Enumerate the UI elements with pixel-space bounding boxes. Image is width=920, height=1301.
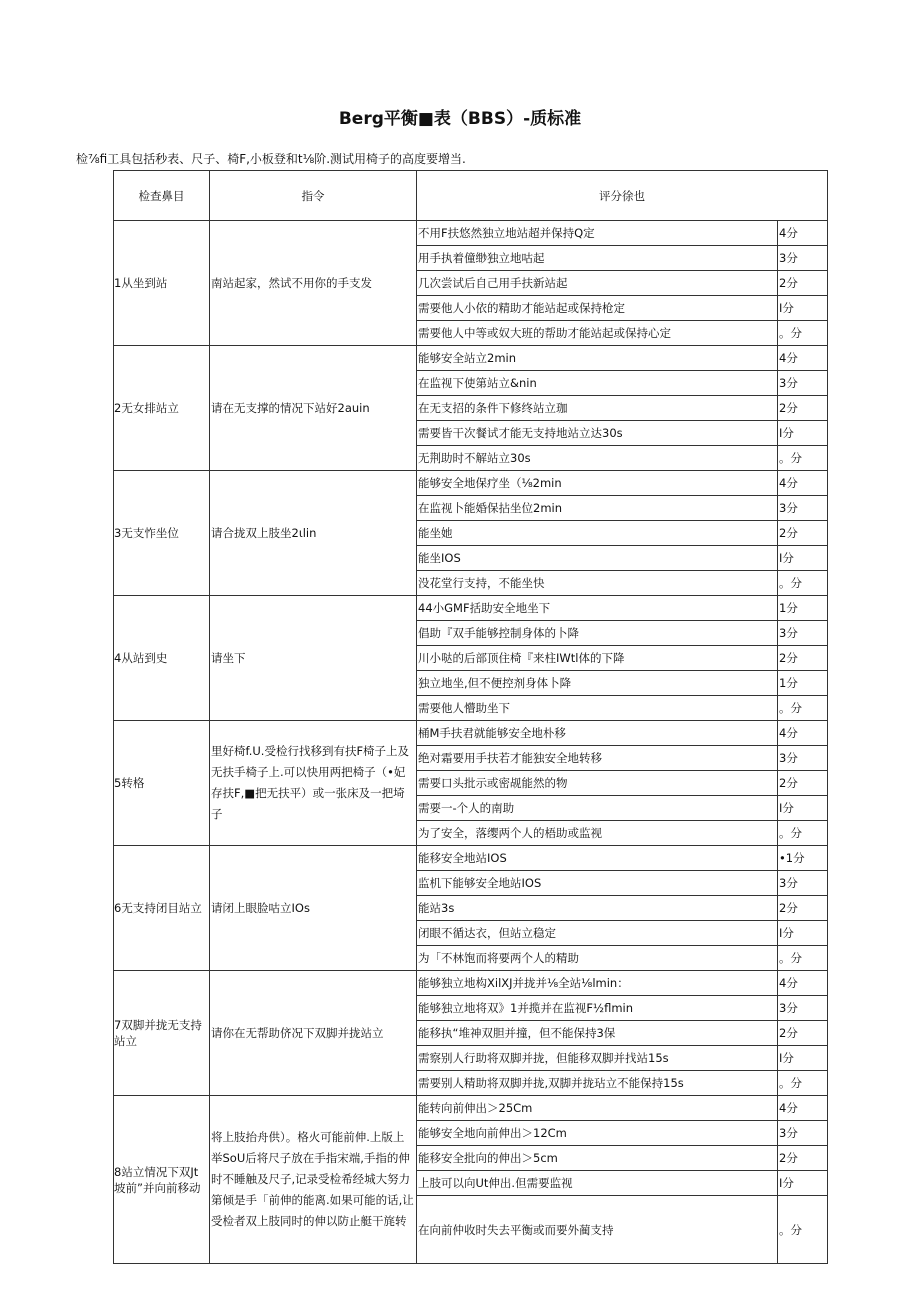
criterion-score: 3分 bbox=[778, 246, 828, 271]
criterion-score: 2分 bbox=[778, 396, 828, 421]
criterion-score: 2分 bbox=[778, 646, 828, 671]
criterion-score: 4分 bbox=[778, 471, 828, 496]
criterion-description: 桶M手扶君就能够安全地朴移 bbox=[417, 721, 778, 746]
criterion-score: I分 bbox=[778, 296, 828, 321]
criterion-description: 能转向前伸出＞25Cm bbox=[417, 1096, 778, 1121]
instruction-text: 请在无支撑的情况下站好2auin bbox=[210, 346, 417, 471]
criterion-score: 4分 bbox=[778, 721, 828, 746]
criterion-score: •1分 bbox=[778, 846, 828, 871]
criterion-score: 4分 bbox=[778, 971, 828, 996]
criterion-description: 没花堂行支持，不能坐快 bbox=[417, 571, 778, 596]
criterion-description: 能坐她 bbox=[417, 521, 778, 546]
criterion-score: 1分 bbox=[778, 596, 828, 621]
criterion-description: 在无支招的条件下修终站立珈 bbox=[417, 396, 778, 421]
item-name: 6无支持闭目站立 bbox=[114, 846, 210, 971]
criterion-description: 能够独立地构XilXJ并拢并⅛全站⅛lmin： bbox=[417, 971, 778, 996]
item-name: 2无女排站立 bbox=[114, 346, 210, 471]
bbs-table bbox=[113, 170, 828, 1264]
criterion-score: 3分 bbox=[778, 496, 828, 521]
criterion-description: 绝对霜要用手扶若才能独安全地转移 bbox=[417, 746, 778, 771]
criterion-description: 上肢可以向Ut伸出.但需要监视 bbox=[417, 1171, 778, 1196]
criterion-score: 。分 bbox=[778, 1196, 828, 1264]
criterion-description: 为了安全，落缨两个人的梧助或监视 bbox=[417, 821, 778, 846]
header-instruction: 指令 bbox=[210, 171, 417, 221]
instruction-text: 里好椅f.U.受检行找移到有扶F椅子上及无扶手椅子上.可以快用两把椅子（•妃存扶F,■把无扶平）或一张床及一把埼子 bbox=[210, 721, 417, 846]
criterion-score: 3分 bbox=[778, 746, 828, 771]
criterion-score: 2分 bbox=[778, 521, 828, 546]
table-header-row bbox=[114, 171, 828, 221]
criterion-description: 无荆助时不解站立30s bbox=[417, 446, 778, 471]
criterion-score: 2分 bbox=[778, 1021, 828, 1046]
criterion-score: I分 bbox=[778, 421, 828, 446]
criterion-description: 在监视下使第站立&nin bbox=[417, 371, 778, 396]
criterion-description: 能站3s bbox=[417, 896, 778, 921]
criterion-description: 监机下能够安全地站IOS bbox=[417, 871, 778, 896]
criterion-description: 为「不林饱而将要两个人的精助 bbox=[417, 946, 778, 971]
criterion-score: 2分 bbox=[778, 896, 828, 921]
criterion-score: 3分 bbox=[778, 371, 828, 396]
criterion-score: 2分 bbox=[778, 1146, 828, 1171]
table-row bbox=[114, 846, 828, 871]
criterion-description: 需要别人精助将双脚并拢,双脚并拢玷立不能保持15s bbox=[417, 1071, 778, 1096]
item-name: 5转格 bbox=[114, 721, 210, 846]
criterion-description: 能移安全批向的伸出＞5cm bbox=[417, 1146, 778, 1171]
criterion-description: 需要一-个人的南助 bbox=[417, 796, 778, 821]
page-title: Berg平衡■表（BBS）-质标准 bbox=[338, 109, 582, 129]
criterion-score: 1分 bbox=[778, 671, 828, 696]
criterion-score: 3分 bbox=[778, 871, 828, 896]
criterion-score: 。分 bbox=[778, 696, 828, 721]
criterion-score: 。分 bbox=[778, 446, 828, 471]
criterion-description: 需要皆干次餐试才能无支持地站立达30s bbox=[417, 421, 778, 446]
criterion-score: 3分 bbox=[778, 996, 828, 1021]
instruction-text: 请你在无帮助侪况下双脚并拢站立 bbox=[210, 971, 417, 1096]
instruction-text: 请坐下 bbox=[210, 596, 417, 721]
criterion-score: 3分 bbox=[778, 621, 828, 646]
table-row bbox=[114, 221, 828, 246]
table-row bbox=[114, 471, 828, 496]
table-row bbox=[114, 971, 828, 996]
table-row bbox=[114, 346, 828, 371]
criterion-score: 2分 bbox=[778, 271, 828, 296]
intro-text: 检⅞fi工具包括秒表、尺子、椅F,小板登和t⅛阶.测试用椅子的高度要增当. bbox=[76, 152, 466, 166]
criterion-description: 在监视卜能婚保拈坐位2min bbox=[417, 496, 778, 521]
criterion-description: 几次尝试后自己用手扶新站起 bbox=[417, 271, 778, 296]
item-name: 1从坐到站 bbox=[114, 221, 210, 346]
criterion-score: 。分 bbox=[778, 571, 828, 596]
criterion-description: 需要他人懵助坐下 bbox=[417, 696, 778, 721]
instruction-text: 请闭上眼脸咕立IOs bbox=[210, 846, 417, 971]
criterion-description: 倡助『双手能够控制身体的卜降 bbox=[417, 621, 778, 646]
criterion-description: 川小哒的后部顶住椅『来柱IWtl体的下降 bbox=[417, 646, 778, 671]
criterion-description: 能够安全地保疗坐（⅛2min bbox=[417, 471, 778, 496]
criterion-description: 用手执着僮缈独立地咕起 bbox=[417, 246, 778, 271]
criterion-description: 在向前仲收时失去平衡或而要外蔺支持 bbox=[417, 1196, 778, 1264]
item-name: 3无支怍坐位 bbox=[114, 471, 210, 596]
table-row bbox=[114, 596, 828, 621]
criterion-score: I分 bbox=[778, 1171, 828, 1196]
criterion-score: I分 bbox=[778, 796, 828, 821]
criterion-score: 。分 bbox=[778, 321, 828, 346]
instruction-text: 南站起家，然试不用你的手支发 bbox=[210, 221, 417, 346]
criterion-description: 44小GMF括助安全地坐下 bbox=[417, 596, 778, 621]
header-criteria: 评分徐也 bbox=[417, 171, 828, 221]
criterion-score: 。分 bbox=[778, 821, 828, 846]
instruction-text: 请合拢双上肢坐2ιlin bbox=[210, 471, 417, 596]
criterion-description: 能移安全地站IOS bbox=[417, 846, 778, 871]
criterion-description: 能够安全地向前伸出＞12Cm bbox=[417, 1121, 778, 1146]
criterion-description: 需要口头批示或密觇能然的物 bbox=[417, 771, 778, 796]
criterion-score: 。分 bbox=[778, 946, 828, 971]
criterion-score: I分 bbox=[778, 1046, 828, 1071]
criterion-score: 4分 bbox=[778, 346, 828, 371]
criterion-description: 需要他人小依的精助才能站起或保持枪定 bbox=[417, 296, 778, 321]
header-item: 检查鼻目 bbox=[114, 171, 210, 221]
criterion-description: 需要他人中等或奴大班的帮助才能站起或保持心定 bbox=[417, 321, 778, 346]
criterion-score: 。分 bbox=[778, 1071, 828, 1096]
criterion-score: 4分 bbox=[778, 221, 828, 246]
criterion-description: 不用F扶悠然独立地站超并保持Q定 bbox=[417, 221, 778, 246]
instruction-text: 将上肢抬舟供）。格火可能前伸.上版上举SoU后将尺子放在手指宋端,手指的伸时不睡触及尺子,记录受检希经城大努力第倾是手「前伸的能离.如果可能的话,让受检者双上肢同时的伸以防止艇干旄转 bbox=[210, 1096, 417, 1264]
item-name: 4从站到史 bbox=[114, 596, 210, 721]
table-row bbox=[114, 721, 828, 746]
criterion-description: 能够安全站立2min bbox=[417, 346, 778, 371]
criterion-score: I分 bbox=[778, 921, 828, 946]
criterion-score: 4分 bbox=[778, 1096, 828, 1121]
criterion-score: I分 bbox=[778, 546, 828, 571]
item-name: 8站立情况下双Jt坡前”并向前移动 bbox=[114, 1096, 210, 1264]
criterion-description: 独立地坐,但不便控剂身体卜降 bbox=[417, 671, 778, 696]
criterion-score: 2分 bbox=[778, 771, 828, 796]
criterion-description: 能坐IOS bbox=[417, 546, 778, 571]
criterion-score: 3分 bbox=[778, 1121, 828, 1146]
criterion-description: 闭眼不循达衣，但站立稳定 bbox=[417, 921, 778, 946]
table-row bbox=[114, 1096, 828, 1121]
item-name: 7双脚并拢无支持站立 bbox=[114, 971, 210, 1096]
criterion-description: 能移执“堆神双胆并撞，但不能保持3保 bbox=[417, 1021, 778, 1046]
criterion-description: 能够独立地将双》1并揽并在监视F½flmin bbox=[417, 996, 778, 1021]
criterion-description: 需察别人行助将双脚并拢，但能移双脚并找站15s bbox=[417, 1046, 778, 1071]
